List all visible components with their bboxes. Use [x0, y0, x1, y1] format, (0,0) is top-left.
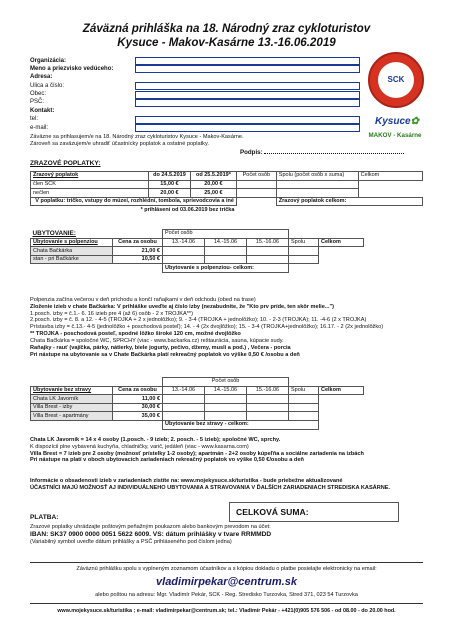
info-line: ** TROJKA - poschodová posteľ, spodné lôžko široké 120 cm, možné dvojlôžko [30, 331, 241, 338]
table-row [31, 386, 364, 395]
makov-kasarne-label: MAKOV - Kasárne [368, 132, 422, 139]
title-line-1: Záväzná prihláška na 18. Národný zraz cykloturistov [82, 22, 371, 35]
lodging-night-input[interactable] [163, 247, 205, 256]
lodging2-label: Chata LK Javorník [31, 395, 113, 404]
lodging2-night-input[interactable] [205, 412, 247, 421]
page-title [0, 22, 453, 51]
send-email-link[interactable]: vladimirpekar@centrum.sk [156, 575, 297, 588]
info-line: 2.posch. izby = č. 8. a 12. - 4-5 (TROJKA + 2 x jednolôžko); 9. - 3-4 (TROJKA + jednolôžko); 10. - 2-3 (TROJKA); 11. -4-6 (2 x TROJKA) [30, 317, 367, 324]
table-row [31, 230, 364, 239]
lodging-header-cell: 14.-15.06 [205, 238, 247, 247]
fee-price-early: 20,00 € [148, 189, 190, 198]
info-line: Informácie o obsadenosti izieb v zariadeniach zistíte na: www.mojekysuce.sk/turistika - bude priebežne aktualizované [30, 478, 343, 484]
info-line: Raňajky - rauť (vajíčka, párky, nátierky, biele jogurty, pečivo, džemy, musli a pod.) , Večera - porcia [30, 344, 291, 351]
footer: www.mojekysuce.sk/turistika ; e-mail: vladimirpekar@centrum.sk; tel.: Vladimír Pekár - +421(0)905 576 506 - od 08.00 - do 20.00 hod. [57, 608, 396, 614]
lodging2-night-input[interactable] [163, 395, 205, 404]
send-section [30, 566, 423, 599]
org-label-address: Adresa: [30, 74, 53, 81]
lodging2-total-label[interactable]: Ubytovanie bez stravy - celkom: [163, 420, 319, 429]
lodging2-header-cell: Ubytovanie bez stravy [31, 386, 113, 395]
lodging-night-input[interactable] [247, 247, 289, 256]
signature-dots [264, 153, 404, 154]
kysuce-logo-text: Kysuce [375, 116, 411, 127]
org-label-contact: Kontakt: [30, 107, 55, 114]
org-label-phone: tel: [30, 116, 39, 123]
lodging2-header-cell: 15.-16.06 [247, 386, 289, 395]
lodging2-header-cell: Celkom [319, 386, 364, 395]
lodging2-table [30, 377, 364, 430]
fees-total-label[interactable]: Zrazový poplatok celkom: [276, 197, 422, 206]
table-row [31, 378, 364, 387]
signature-line[interactable] [240, 149, 404, 157]
divider [30, 562, 423, 563]
lodging-header-cell: Ubytovanie s polpenziou [31, 238, 113, 247]
payment-line-1: Zrazové poplatky uhrádzajte poštovým peňažným poukazom alebo bankovým prevodom na účet: [30, 524, 271, 531]
table-row [31, 206, 423, 215]
lodging-section [30, 229, 423, 273]
fees-header-cell: Celkom [358, 172, 422, 181]
lodging2-price: 11,00 € [113, 395, 163, 404]
intro-text [30, 134, 423, 148]
lodging2-header-cell: 13.-14.06 [163, 386, 205, 395]
email-field[interactable] [135, 124, 360, 132]
lodging-header-cell: Celkom [319, 238, 364, 247]
info-line: K dispozícii plne vybavená kuchyňa, chladničky, varič, jedáleň (viac - www.kasarna.com) [30, 443, 249, 450]
table-row [31, 255, 364, 264]
info-line: Chata Bačkárka = spoločné WC, SPRCHY (viac - www.backarka.cz) reštaurácia, sauna, kúpacie sudy. [30, 337, 284, 344]
leader-name-field[interactable] [135, 65, 360, 73]
title-line-2: Kysuce - Makov-Kasárne 13.-16.06.2019 [117, 36, 336, 50]
fees-header-cell: do 24.5.2019 [148, 172, 190, 181]
lodging-label: stan - pri Bačkárke [31, 255, 113, 264]
info-line: Villa Brest = 7 izieb pre 2 osoby (možnosť prístelky 1-2 osoby); apartmán - 2+2 osoby kúpeľňa a sociálne zariadenia na izbách [30, 450, 364, 457]
fees-header-cell: Počet osôb [236, 172, 276, 181]
sck-seal-logo [368, 52, 424, 108]
fee-price-late: 25,00 € [190, 189, 236, 198]
lodging-night-input[interactable] [205, 255, 247, 264]
table-row [31, 172, 423, 181]
send-line-1: Záväznú prihlášku spolu s vyplneným zoznamom účastníkov a s kópiou dokladu o platbe posielajte elektronicky na email: [76, 566, 377, 572]
table-row [31, 420, 364, 429]
org-label-email: e-mail: [30, 124, 49, 131]
lodging2-night-input[interactable] [163, 412, 205, 421]
intro-line-1: Záväzne sa prihlasujem/e na 18. Národný zraz cykloturistov Kysuce - Makov-Kasárne. [30, 134, 244, 140]
table-row [31, 180, 423, 189]
lodging2-night-input[interactable] [205, 395, 247, 404]
fee-sum-input[interactable] [276, 189, 358, 198]
lodging2-info [30, 437, 423, 464]
payment-iban: IBAN: SK37 0900 0000 0051 5622 6009. VS: dátum prihlášky v tvare RRMMDD [30, 530, 272, 538]
table-row [31, 412, 364, 421]
payment-line-3: (Variabilný symbol uveďte dátum prihlášky a PSČ prihláseného pod číslom jedna) [30, 538, 232, 545]
info-line: 1.posch. izby = č.1.- 6. 16 izieb pre 4 (až 6) osôb - 2 x TROJKA**) [30, 310, 193, 317]
payment-heading: PLATBA: [30, 514, 59, 521]
fees-heading: ZRAZOVÉ POPLATKY: [30, 160, 101, 167]
availability-info [30, 478, 423, 492]
fees-table [30, 171, 423, 214]
lodging2-sum-input[interactable] [289, 395, 319, 404]
fees-section [30, 160, 423, 215]
fee-label: nečlen [31, 189, 149, 198]
table-row [31, 395, 364, 404]
leaf-icon: ✿ [410, 116, 419, 127]
info-line: Zloženie izieb v chate Bačkárka: V prihláške uveďte aj číslo izby (nezabudnite, že "Kto prv príde, ten skôr melie...") [30, 303, 335, 310]
lodging2-night-input[interactable] [247, 403, 289, 412]
org-label-zip: PSČ: [30, 99, 45, 106]
lodging-night-input[interactable] [163, 255, 205, 264]
lodging2-header-cell: Spolu [289, 386, 319, 395]
lodging2-count-label: Počet osôb [163, 378, 289, 387]
lodging-heading: UBYTOVANIE: [32, 229, 76, 237]
fee-price-late: 20,00 € [190, 180, 236, 189]
lodging2-sum-input[interactable] [289, 412, 319, 421]
lodging2-night-input[interactable] [247, 395, 289, 404]
organization-form [30, 57, 360, 133]
lodging2-sum-input[interactable] [289, 403, 319, 412]
lodging2-header-cell: 14.-15.06 [205, 386, 247, 395]
signature-label: Podpis: [240, 149, 263, 156]
intro-line-2: Zároveň sa zaväzujem/e uhradiť účastnícky poplatok a ostatné poplatky. [30, 140, 209, 147]
org-label-city: Obec: [30, 91, 47, 98]
info-line: Chata LK Javorník = 14 x 4 osoby (1.posch. - 9 izieb; 2. posch. - 5 izieb); spoločné WC, sprchy. [30, 437, 281, 443]
phone-field[interactable] [135, 116, 360, 124]
info-line: Prístavba izby = č.13.- 4-5 (jednolôžko + poschodová posteľ); 14. - 4 (2x dvojlôžko); 15. - 3-4 (TROJKA+jednolôžko); 16.17. - 2 (2x jednolôžko) [30, 324, 384, 331]
table-row [31, 247, 364, 256]
lodging-header-cell: 15.-16.06 [247, 238, 289, 247]
lodging-header-cell: Cena za osobu [113, 238, 163, 247]
lodging2-section [30, 377, 423, 430]
lodging2-header-cell: Cena za osobu [113, 386, 163, 395]
info-line: Polpenzia začína večerou v deň príchodu a končí raňajkami v deň odchodu (obed na trase) [30, 297, 256, 303]
fee-count-input[interactable] [236, 189, 276, 198]
fee-label: člen SCK [31, 180, 149, 189]
lodging2-price: 35,00 € [113, 412, 163, 421]
lodging-count-label: Počet osôb [163, 230, 289, 239]
lodging-price: 10,50 € [113, 255, 163, 264]
table-row [31, 403, 364, 412]
lodging2-label: Villa Brest - apartmány [31, 412, 113, 421]
organization-field[interactable] [135, 57, 360, 65]
lodging-header-cell: 13.-14.06 [163, 238, 205, 247]
fee-price-early: 15,00 € [148, 180, 190, 189]
org-label-organization: Organizácia: [30, 57, 67, 64]
zip-field[interactable] [135, 99, 360, 107]
lodging2-label: Villa Brest - izby [31, 403, 113, 412]
street-field[interactable] [135, 82, 360, 90]
org-label-street: Ulica a číslo: [30, 82, 65, 89]
fees-header-cell: od 25.5.2019* [190, 172, 236, 181]
city-field[interactable] [135, 91, 360, 99]
lodging-price: 21,00 € [113, 247, 163, 256]
lodging-night-input[interactable] [247, 255, 289, 264]
total-sum-box[interactable] [229, 502, 399, 522]
payment-section [30, 500, 423, 546]
info-line: Pri nástupe na platí v oboch ubytovacích zariadeniach rekreačný poplatok vo výške 0,50 €/osobu a deň [30, 457, 304, 464]
lodging-info [30, 297, 423, 358]
lodging-sum-input[interactable] [289, 255, 319, 264]
fees-note-2: * prihlásení od 03.06.2019 bez trička [140, 207, 235, 214]
divider [30, 603, 423, 604]
fees-header-cell: Spolu (počet osôb x suma) [276, 172, 358, 181]
lodging2-price: 30,00 € [113, 403, 163, 412]
sck-seal-text: SCK [378, 62, 414, 98]
lodging-label: Chata Bačkárka [31, 247, 113, 256]
lodging2-night-input[interactable] [247, 412, 289, 421]
kysuce-logo [364, 116, 430, 128]
fee-sum-input[interactable] [276, 180, 358, 189]
table-row [31, 264, 364, 273]
info-line: ÚČASTNÍCI MAJÚ MOŽNOSŤ AJ INDIVIDUÁLNEHO UBYTOVANIA A STRAVOVANIA V ĎALŠÍCH ZARIADENIACH STREDISKA KASÁRNE. [30, 484, 391, 491]
lodging-total-label[interactable]: Ubytovanie s polpenziou- celkom: [163, 264, 289, 273]
lodging-table [30, 229, 364, 273]
lodging-sum-input[interactable] [289, 247, 319, 256]
table-row [31, 197, 423, 206]
org-label-leader: Meno a priezvisko vedúceho: [30, 65, 114, 72]
fees-header-cell: Zrazový poplatok [31, 172, 149, 181]
fee-count-input[interactable] [236, 180, 276, 189]
table-row [31, 189, 423, 198]
send-line-2: alebo poštou na adresu: Mgr. Vladimír Pekár, SCK - Reg. Stredisko Turzovka, Stred 371, 023 54 Turzovka [95, 592, 358, 599]
lodging-night-input[interactable] [205, 247, 247, 256]
info-line: Pri nástupe na ubytovanie sa v Chate Bačkárka platí rekreačný poplatok vo výške 0,50 € /osobu a deň [30, 351, 300, 358]
total-sum-label: CELKOVÁ SUMA: [236, 507, 309, 518]
lodging-header-cell: Spolu [289, 238, 319, 247]
lodging2-night-input[interactable] [163, 403, 205, 412]
lodging2-night-input[interactable] [205, 403, 247, 412]
fees-note: V poplatku: tričko, vstupy do múzeí, rozhlédní, tombola, sprievodcovia a iné [31, 197, 237, 206]
table-row [31, 238, 364, 247]
